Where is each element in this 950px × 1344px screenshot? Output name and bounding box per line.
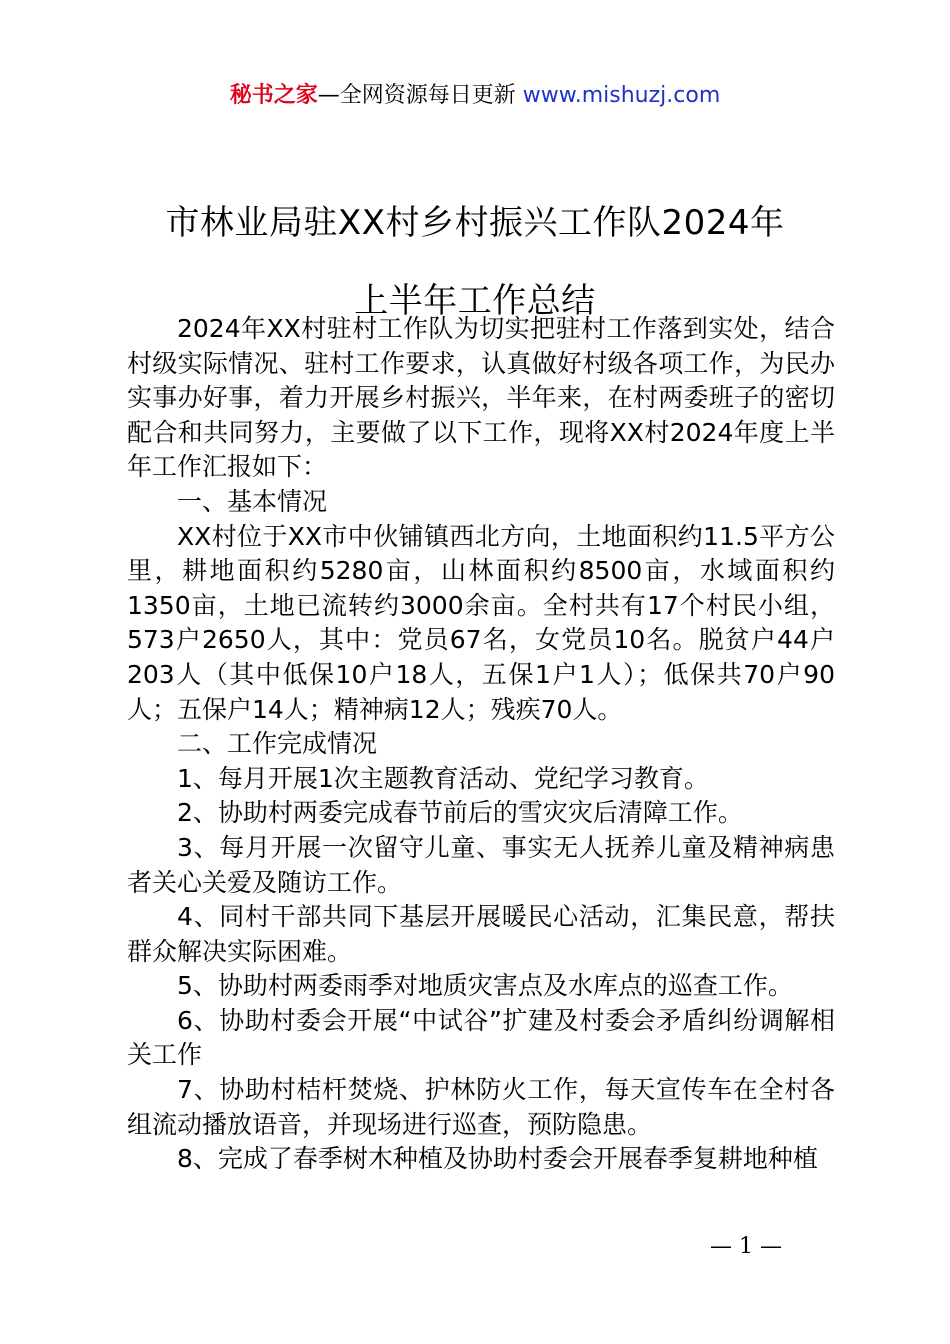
page-number: — 1 — <box>710 1234 782 1259</box>
work-item-1: 1、每月开展1次主题教育活动、党纪学习教育。 <box>177 763 709 793</box>
work-item-2: 2、协助村两委完成春节前后的雪灾灾后清障工作。 <box>177 798 743 828</box>
site-tagline: —全网资源每日更新 <box>317 83 523 108</box>
title-line-1: 市林业局驻XX村乡村振兴工作队2024年 <box>165 203 785 243</box>
work-item-5: 5、协助村两委雨季对地质灾害点及水库点的巡查工作。 <box>177 971 793 1001</box>
site-header <box>0 80 950 112</box>
site-brand: 秘书之家 <box>229 83 318 108</box>
section-heading-work: 二、工作完成情况 <box>177 729 378 759</box>
work-item-3: 3、每月开展一次留守儿童、事实无人抚养儿童及精神病患者关心关爱及随访工作。 <box>127 832 835 897</box>
work-item-7: 7、协助村桔杆焚烧、护林防火工作，每天宣传车在全村各组流动播放语音，并现场进行巡查，预防隐患。 <box>127 1075 835 1139</box>
work-item-6: 6、协助村委会开展“中试谷”扩建及村委会矛盾纠纷调解相关工作 <box>127 1005 835 1070</box>
intro-paragraph: 2024年XX村驻村工作队为切实把驻村工作落到实处，结合村级实际情况、驻村工作要求，认真做好村级各项工作，为民办实事办好事，着力开展乡村振兴，半年来，在村两委班子的密切配合和共同努力，主要做了以下工作，现将XX村2024年度上半年工作汇报如下： <box>127 314 835 482</box>
work-item-8: 8、完成了春季树木种植及协助村委会开展春季复耕地种植 <box>177 1144 818 1174</box>
work-item-4: 4、同村干部共同下基层开展暖民心活动，汇集民意，帮扶群众解决实际困难。 <box>127 902 835 966</box>
title-line-2: 上半年工作总结 <box>354 281 596 321</box>
basic-info-paragraph: XX村位于XX市中伙铺镇西北方向，土地面积约11.5平方公里，耕地面积约5280亩，山林面积约8500亩，水域面积约1350亩，土地已流转约3000余亩。全村共有17个村民小组，573户2650人，其中：党员67名，女党员10名。脱贫户44户203人（其中低保10户18人，五保1户1人）；低保共70户90人；五保户14人；精神病12人；残疾70人。 <box>127 521 835 724</box>
section-heading-basic: 一、基本情况 <box>177 486 328 516</box>
site-url-link[interactable]: www.mishuzj.com <box>522 83 721 108</box>
document-body <box>127 312 835 1177</box>
